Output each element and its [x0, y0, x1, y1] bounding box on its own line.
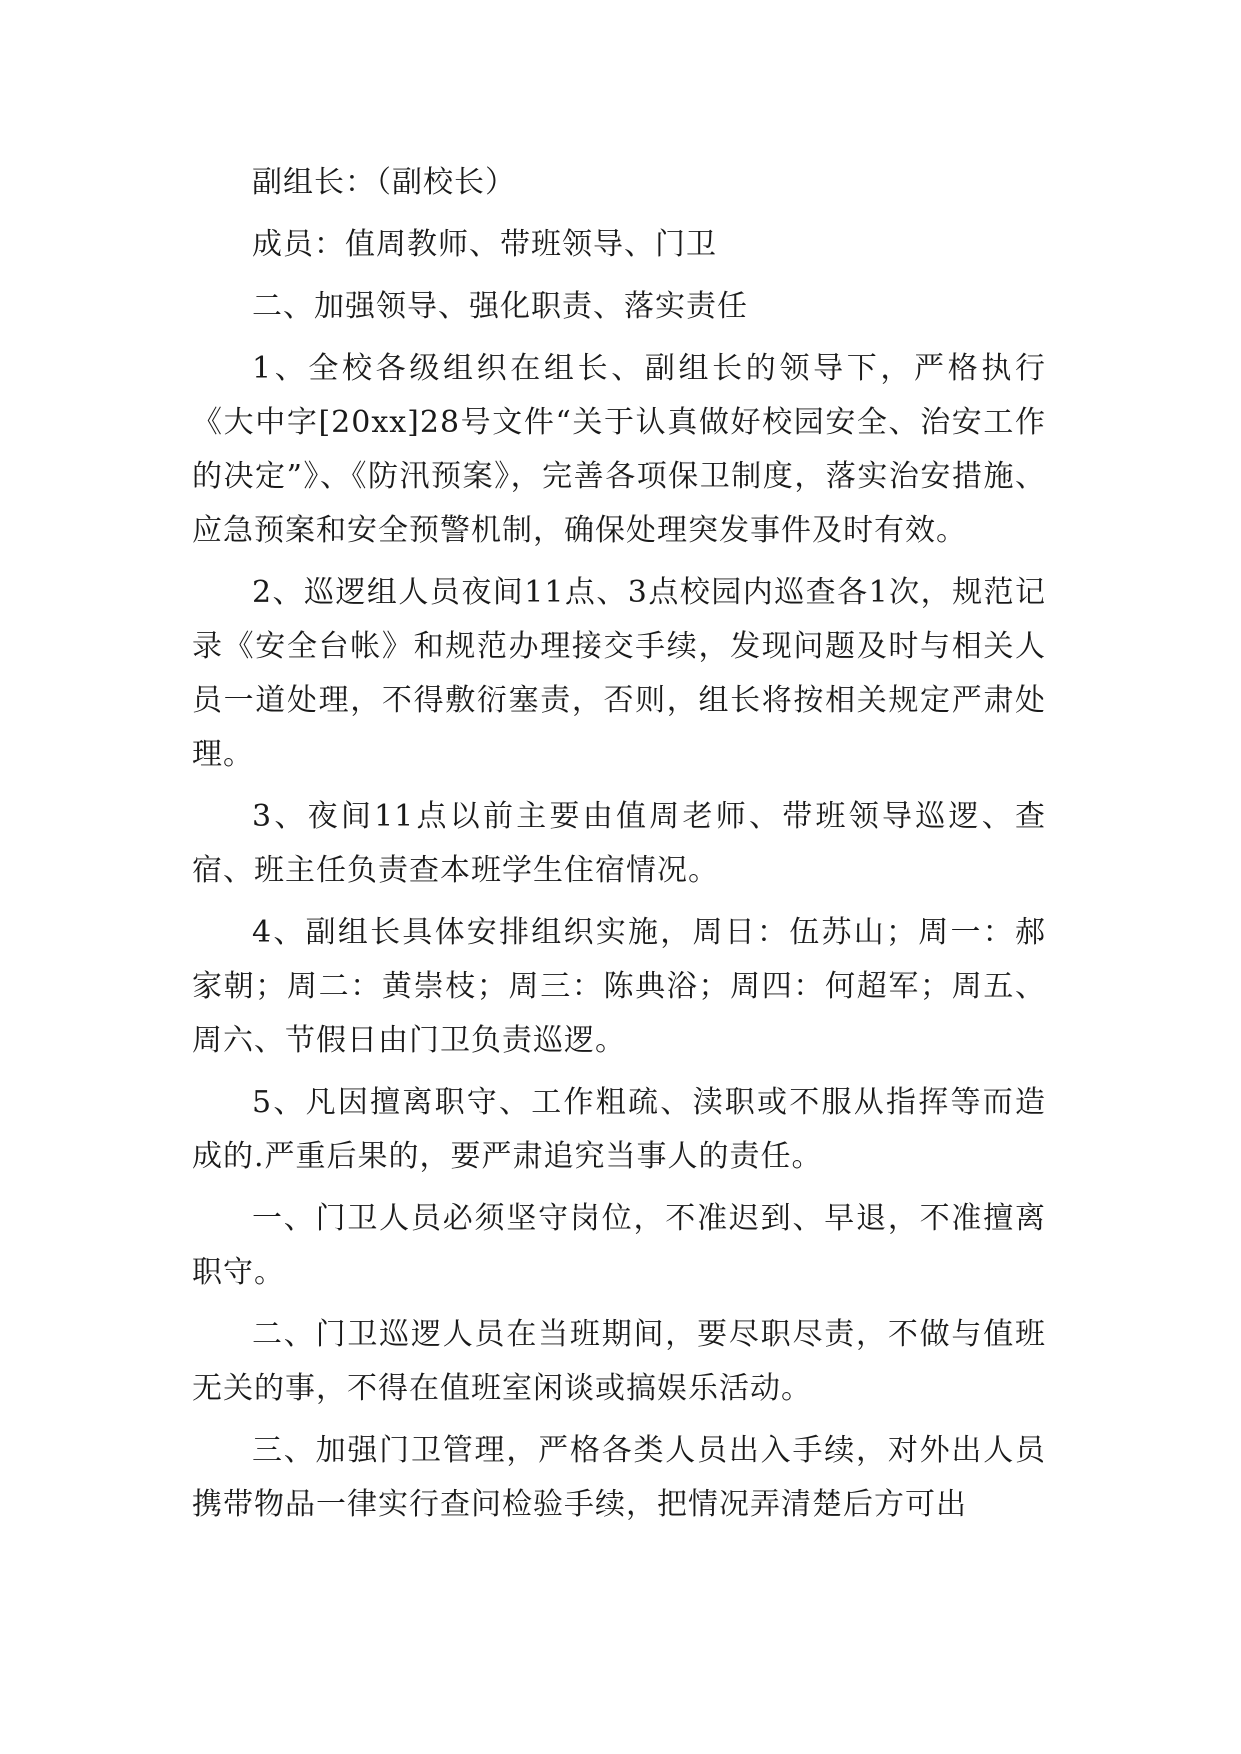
- document-body: [192, 156, 1046, 1540]
- paragraph-rule-1: 一、门卫人员必须坚守岗位，不准迟到、早退，不准擅离职守。: [192, 1201, 1046, 1290]
- paragraph-rule-2: 二、门卫巡逻人员在当班期间，要尽职尽责，不做与值班无关的事，不得在值班室闲谈或搞娱乐活动。: [192, 1317, 1046, 1406]
- paragraph-deputy-leader: 副组长：（副校长）: [252, 165, 516, 200]
- paragraph-item-4: 4、副组长具体安排组织实施，周日：伍苏山；周一：郝家朝；周二：黄崇枝；周三：陈典浴；周四：何超军；周五、周六、节假日由门卫负责巡逻。: [192, 915, 1046, 1058]
- paragraph-members: 成员：值周教师、带班领导、门卫: [252, 227, 717, 262]
- paragraph-section-two-heading: 二、加强领导、强化职责、落实责任: [252, 289, 748, 324]
- paragraph-item-2: 2、巡逻组人员夜间11点、3点校园内巡查各1次，规范记录《安全台帐》和规范办理接交手续，发现问题及时与相关人员一道处理，不得敷衍塞责，否则，组长将按相关规定严肃处理。: [192, 575, 1046, 772]
- paragraph-item-5: 5、凡因擅离职守、工作粗疏、渎职或不服从指挥等而造成的.严重后果的，要严肃追究当事人的责任。: [192, 1085, 1046, 1174]
- paragraph-item-1: 1、全校各级组织在组长、副组长的领导下，严格执行《大中字[20xx]28号文件“关于认真做好校园安全、治安工作的决定”》、《防汛预案》，完善各项保卫制度，落实治安措施、应急预案和安全预警机制，确保处理突发事件及时有效。: [192, 351, 1046, 548]
- paragraph-rule-3: 三、加强门卫管理，严格各类人员出入手续，对外出人员携带物品一律实行查问检验手续，把情况弄清楚后方可出: [192, 1433, 1046, 1522]
- paragraph-item-3: 3、夜间11点以前主要由值周老师、带班领导巡逻、查宿、班主任负责查本班学生住宿情况。: [192, 799, 1046, 888]
